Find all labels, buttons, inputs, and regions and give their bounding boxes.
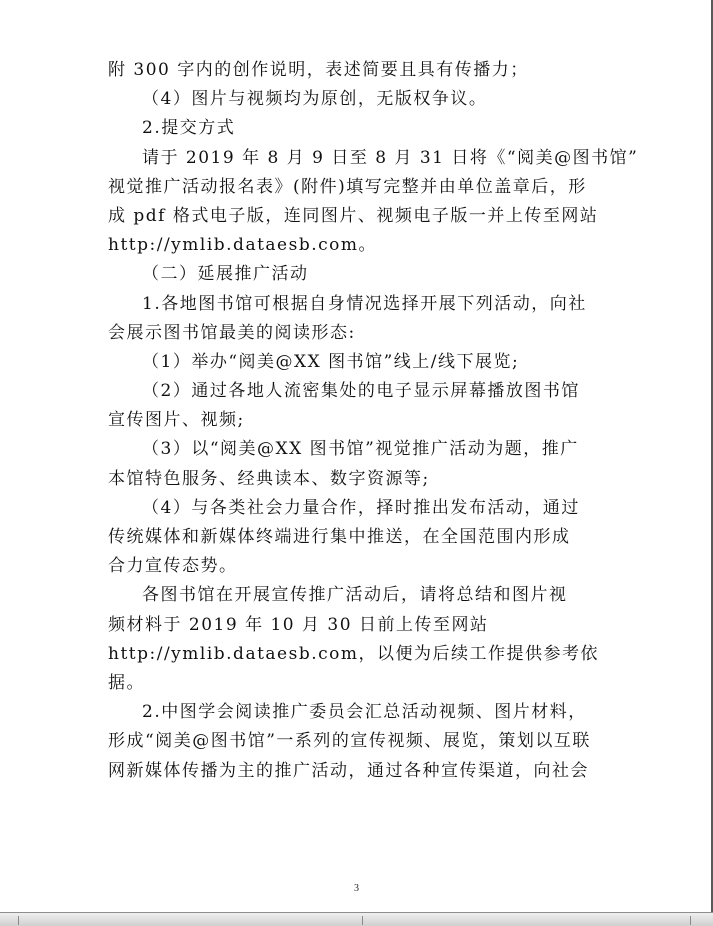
text-line: 网新媒体传播为主的推广活动，通过各种宣传渠道，向社会 [108,760,589,781]
text-line: 成 pdf 格式电子版，连同图片、视频电子版一并上传至网站 [108,205,599,226]
bar-separator [690,916,691,925]
text-line: 频材料于 2019 年 10 月 30 日前上传至网站 [108,614,489,635]
list-item: （3）以“阅美@XX 图书馆”视觉推广活动为题，推广 [142,439,579,460]
text-line: 附 300 字内的创作说明，表述简要且具有传播力； [108,60,529,80]
text-line: 本馆特色服务、经典读本、数字资源等; [108,468,430,489]
list-item: （2）通过各地人流密集处的电子显示屏幕播放图书馆 [142,381,580,402]
section-heading: （二）延展推广活动 [142,264,309,285]
section-heading: 2.提交方式 [142,118,236,139]
text-line: 据。 [108,672,145,693]
url-text: http://ymlib.dataesb.com，以便为后续工作提供参考依 [108,643,599,664]
list-item: （4）与各类社会力量合作，择时推出发布活动，通过 [142,497,580,518]
text-line: 传统媒体和新媒体终端进行集中推送，在全国范围内形成 [108,527,571,547]
text-line: 宣传图片、视频; [108,410,245,431]
text-line: 合力宣传态势。 [108,556,238,577]
url-text: http://ymlib.dataesb.com。 [108,235,377,256]
document-body [108,56,639,786]
bar-separator [18,916,19,925]
text-line: 视觉推广活动报名表》(附件)填写完整并由单位盖章后，形 [108,176,587,197]
text-line: 形成“阅美@图书馆”一系列的宣传视频、展览，策划以互联 [108,731,591,752]
text-line: （4）图片与视频均为原创，无版权争议。 [142,89,488,110]
text-line: 请于 2019 年 8 月 9 日至 8 月 31 日将《“阅美@图书馆” [142,147,639,168]
page-number: 3 [354,883,359,894]
text-line: 各图书馆在开展宣传推广活动后，请将总结和图片视 [142,585,568,606]
text-line: 2.中图学会阅读推广委员会汇总活动视频、图片材料， [142,702,587,723]
bar-separator [362,916,363,925]
viewer-bottom-bar [0,912,713,926]
list-item: （1）举办“阅美@XX 图书馆”线上/线下展览; [142,351,520,372]
text-line: 1.各地图书馆可根据自身情况选择开展下列活动，向社 [142,293,587,314]
text-line: 会展示图书馆最美的阅读形态: [108,322,356,343]
